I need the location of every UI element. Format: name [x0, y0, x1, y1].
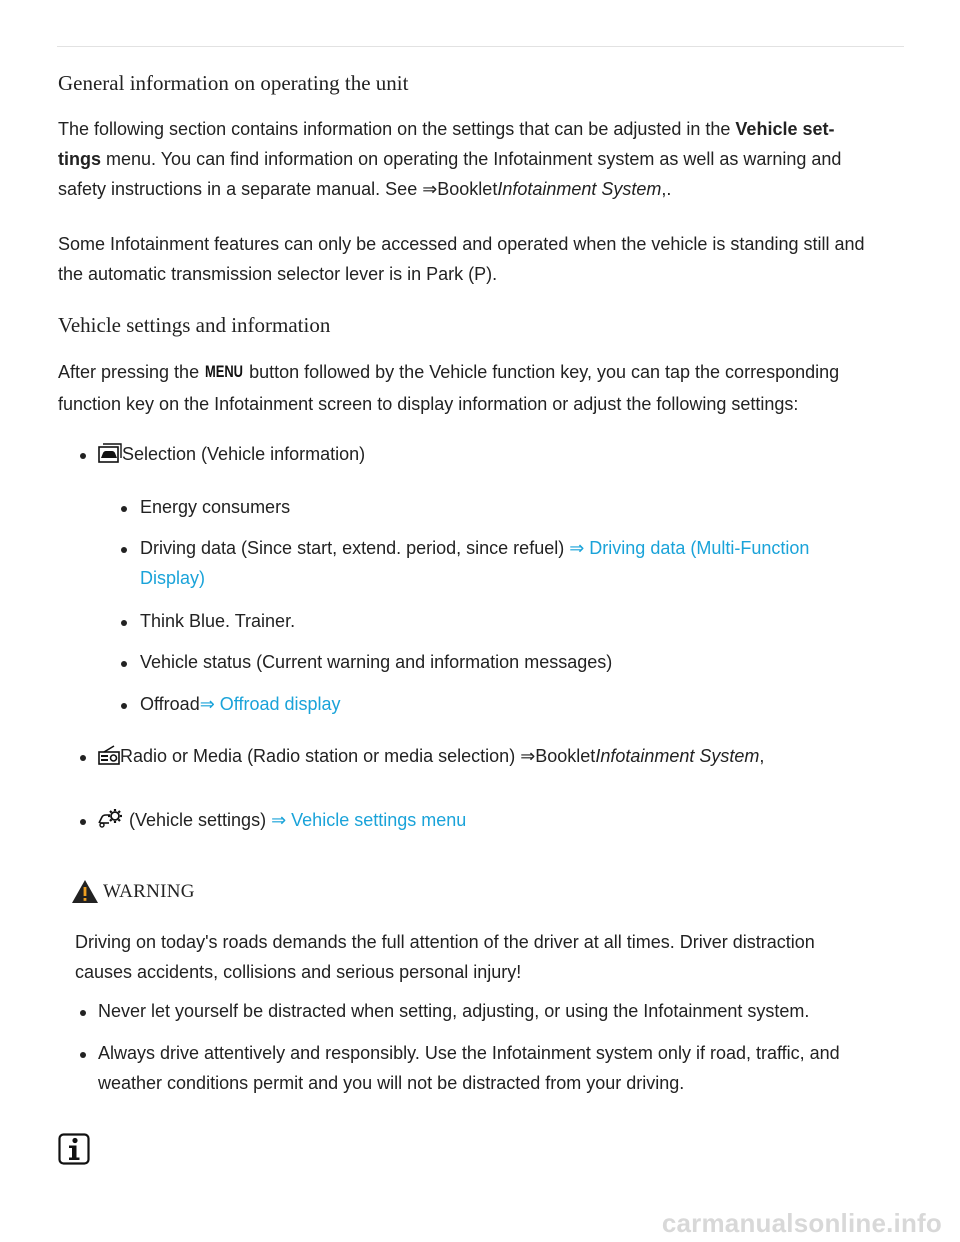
radio-media-icon	[98, 744, 120, 774]
vehicle-settings-menu-link[interactable]: ⇒ Vehicle settings menu	[271, 810, 467, 830]
offroad-display-link[interactable]: ⇒ Offroad display	[199, 694, 341, 714]
list-item-driving-data: Driving data (Since start, extend. period, since refuel) ⇒ Driving data (Multi-Function Display)	[140, 533, 860, 593]
paragraph-intro: The following section contains information on the settings that can be adjusted in the Vehicle set- tings menu. You can find information on operating the Infotainment system as well as warning and safety instructions in a separate manual. See ⇒BookletInfotainment System,.	[58, 119, 842, 199]
vehicle-selection-icon	[98, 442, 122, 472]
list-item-think-blue: Think Blue. Trainer.	[140, 611, 296, 631]
list-item-energy: Energy consumers	[140, 497, 291, 517]
bullet-dot	[80, 1052, 86, 1058]
bullet-dot	[121, 620, 127, 626]
bullet-dot	[80, 453, 86, 459]
list-item-offroad: Offroad⇒ Offroad display	[140, 694, 341, 714]
bullet-dot	[121, 547, 127, 553]
driving-data-link[interactable]: ⇒ Driving data (Multi-Function	[569, 538, 810, 558]
section-heading-vehicle: Vehicle settings and information	[58, 313, 331, 337]
bullet-dot	[80, 755, 86, 761]
top-divider	[57, 46, 904, 47]
list-item-vehicle-settings: (Vehicle settings) ⇒ Vehicle settings menu	[98, 805, 466, 838]
bullet-dot	[121, 661, 127, 667]
paragraph-menu-instructions: After pressing the MENU button followed by the Vehicle function key, you can tap the corresponding function key on the Infotainment screen to display information or adjust the following settings:	[58, 357, 908, 419]
list-item-selection: Selection (Vehicle information)	[98, 439, 365, 472]
bullet-dot	[121, 703, 127, 709]
bullet-dot	[80, 819, 86, 825]
warning-icon	[71, 879, 99, 909]
section-heading-general: General information on operating the unit	[58, 71, 409, 95]
warning-text: Driving on today's roads demands the full attention of the driver at all times. Driver distraction causes accidents, collisions and serious personal injury!	[75, 932, 815, 982]
menu-button-icon	[204, 359, 244, 389]
warning-title: WARNING	[103, 881, 195, 902]
bullet-dot	[80, 1010, 86, 1016]
driving-data-link-cont[interactable]: Display)	[140, 568, 206, 588]
warning-item-distraction: Never let yourself be distracted when setting, adjusting, or using the Infotainment system.	[98, 1001, 810, 1021]
paragraph-park-note: Some Infotainment features can only be accessed and operated when the vehicle is standing still and the automatic transmission selector lever is in Park (P).	[58, 234, 865, 284]
warning-item-attentive: Always drive attentively and responsibly. Use the Infotainment system only if road, traffic, and weather conditions permit and you will not be distracted from your driving.	[98, 1043, 840, 1093]
bullet-dot	[121, 506, 127, 512]
list-item-radio-media: Radio or Media (Radio station or media selection) ⇒BookletInfotainment System,	[98, 741, 764, 774]
vehicle-settings-icon	[98, 807, 124, 838]
info-icon	[58, 1133, 90, 1170]
list-item-vehicle-status: Vehicle status (Current warning and information messages)	[140, 652, 613, 672]
watermark: carmanualsonline.info	[661, 1208, 942, 1238]
svg-text:MENU: MENU	[205, 362, 244, 381]
